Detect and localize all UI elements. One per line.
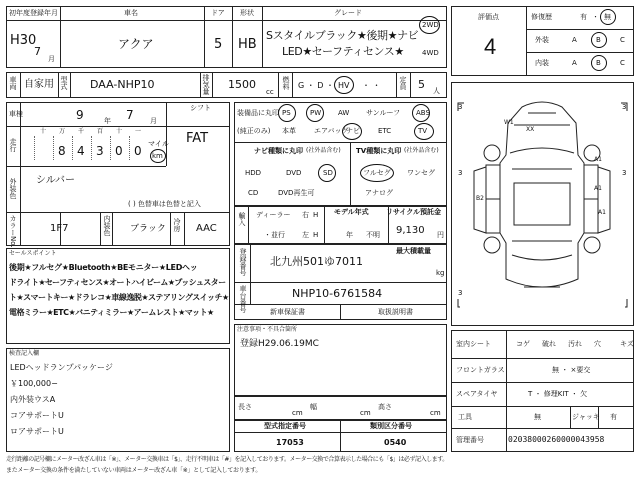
mileage-digit: 0 — [115, 144, 123, 158]
equipment-item: PS — [282, 109, 291, 117]
type-number-value: 17053 — [276, 438, 304, 447]
navi-dvd: DVD — [286, 169, 302, 177]
diagram-xx: XX — [526, 126, 535, 133]
sales-point-line2: ドライト★セーフティセンス★オートハイビーム★プッシュスター — [9, 278, 226, 287]
navi-title-sub: (社外品含む) — [306, 147, 341, 154]
grade-option: B — [596, 59, 601, 67]
interior-seat-item: 穴 — [594, 340, 601, 348]
import-right: 右 — [302, 211, 309, 219]
drive-4wd: 4WD — [422, 49, 439, 57]
loading-unit: kg — [436, 269, 445, 277]
sales-point-line4: 電格ミラー★ETC★バニティミラー★アームレスト★マット★ — [9, 308, 214, 317]
score-label: 評価点 — [478, 13, 499, 21]
grade-option: A — [572, 36, 577, 44]
mileage-digit: 4 — [77, 144, 85, 158]
inspection-year-unit: 年 — [104, 117, 111, 125]
repair-dot: ・ — [592, 13, 599, 21]
equipment-item: ABS — [416, 109, 430, 117]
interior-grade-label: 内装 — [535, 59, 549, 67]
height-unit: cm — [430, 409, 441, 417]
tv-title-sub: (社外品含む) — [404, 147, 439, 154]
admin-value: 02038000260000043958 — [508, 435, 605, 444]
inspector-label: 検査記入欄 — [9, 350, 40, 357]
class-number-label: 類別区分番号 — [370, 422, 412, 430]
chassis-value: NHP10-6761584 — [292, 287, 383, 300]
mile-label: マイル — [148, 140, 169, 148]
fuel-options: G ・ D ・ — [298, 81, 334, 90]
tv-analog: アナログ — [365, 189, 393, 197]
repair-label: 修復歴 — [531, 13, 552, 21]
interior-color-label: 内装色 — [103, 215, 111, 236]
jack-value: 有 — [610, 413, 617, 421]
exterior-color: シルバー — [36, 175, 76, 186]
length-label: 長さ — [238, 403, 252, 411]
shift-label: シフト — [190, 104, 211, 112]
inspector-note-line: 内外装ウスA — [10, 395, 56, 404]
recycle-unit: 円 — [437, 231, 444, 239]
sales-point-label: セールスポイント — [9, 250, 57, 257]
equipment-item: サンルーフ — [366, 109, 401, 117]
first-reg-year: H30 — [10, 33, 37, 48]
recycle-value: 9,130 — [396, 225, 425, 236]
class-number-value: 0540 — [384, 438, 407, 447]
usage-value: 自家用 — [24, 79, 54, 90]
import-h2: H — [313, 231, 319, 239]
displacement-label: 排気量 — [202, 74, 210, 95]
remarks-value: 登録H29.06.19MC — [240, 339, 319, 349]
cc-unit: cc — [266, 88, 274, 96]
navi-dvd-play: DVD再生可 — [278, 189, 315, 197]
registration-label: 登録番号 — [239, 248, 247, 276]
grade-line2: LED★セーフティセンス★ — [282, 45, 404, 58]
shape-label: 形状 — [240, 9, 254, 17]
equipment-item: 本革 — [282, 127, 296, 135]
repair-no: 無 — [604, 13, 611, 21]
mileage-unit-label: 十 — [116, 128, 123, 135]
first-reg-month-unit: 月 — [48, 55, 55, 63]
model-label: 型式 — [60, 76, 68, 90]
model-value: DAA-NHP10 — [90, 78, 155, 91]
navi-title: ナビ種類に丸印 — [254, 147, 303, 155]
diagram-num-3: 3 — [458, 169, 463, 177]
height-label: 高さ — [378, 403, 392, 411]
equipment-item: ETC — [378, 127, 392, 135]
grade-option: C — [620, 59, 625, 67]
front-glass-label: フロントガラス — [456, 366, 505, 374]
remarks-label: 注意事項・不具合箇所 — [237, 326, 298, 333]
exterior-grade-label: 外装 — [535, 36, 549, 44]
displacement-value: 1500 — [228, 78, 256, 91]
mileage-cell-divider — [72, 136, 73, 160]
navi-cd: CD — [248, 189, 259, 197]
inspector-note-line: ￥100,000− — [10, 379, 58, 388]
chassis-label: 車台番号 — [239, 285, 247, 313]
equipment-item: PW — [310, 109, 322, 117]
mileage-cell-divider — [91, 136, 92, 160]
model-year-unknown: 不明 — [366, 231, 380, 239]
color-code: 1F7 — [50, 223, 69, 234]
shift-value: FAT — [186, 131, 209, 146]
capacity-label: 定員 — [399, 76, 407, 90]
capacity-unit: 人 — [433, 87, 440, 95]
diagram-num-1: 3 — [458, 103, 463, 111]
diagram-num-5: 3 — [458, 289, 463, 297]
interior-seat-item: キズ — [620, 340, 634, 348]
interior-seat-label: 室内シート — [456, 340, 491, 348]
interior-seat-item: 破れ — [542, 340, 556, 348]
mileage-digit: 3 — [96, 144, 104, 158]
equipment-title: 装備品に丸印 — [237, 109, 279, 117]
diagram-a1-c: A1 — [598, 209, 606, 216]
equipment-item: AW — [338, 109, 350, 117]
equipment-item: TV — [418, 127, 428, 135]
width-unit: cm — [360, 409, 371, 417]
mileage-cell-divider — [34, 136, 35, 160]
length-unit: cm — [292, 409, 303, 417]
doors-value: 5 — [214, 37, 223, 52]
mileage-unit-label: 千 — [78, 128, 85, 135]
import-dealer: ディーラー — [256, 211, 291, 219]
inspector-note-line: ロアサポートU — [10, 427, 64, 436]
inspector-note-line: コアサポートU — [10, 411, 64, 420]
fuel-label: 燃料 — [282, 76, 290, 90]
sales-point-line3: ト★スマートキー★ドラレコ★車線逸脱★ステアリングスイッチ★ — [9, 293, 229, 302]
mileage-unit-label: 十 — [40, 128, 47, 135]
inspection-month-unit: 月 — [150, 117, 157, 125]
mileage-label: 走行 — [9, 138, 17, 152]
registration-value: 北九州501ゆ7011 — [270, 255, 363, 268]
loading-label: 最大積載量 — [396, 247, 431, 255]
jack-label: ジャッキ — [572, 413, 600, 421]
capacity-value: 5 — [418, 78, 425, 91]
tv-oneseg: ワンセグ — [407, 169, 435, 177]
color-code-label: カラーNo. — [9, 215, 17, 248]
equipment-item: エアバッグ — [314, 127, 349, 135]
new-car-warranty: 新車保証書 — [270, 308, 305, 316]
mileage-cell-divider — [129, 136, 130, 160]
import-label: 輸入 — [238, 212, 246, 226]
manual: 取扱説明書 — [378, 308, 413, 316]
doors-label: ドア — [211, 9, 225, 17]
remarks-block — [234, 324, 447, 396]
grade-line1: Sスタイルブラック★後期★ナビ — [266, 29, 419, 42]
admin-label: 管理番号 — [456, 436, 484, 444]
import-h: H — [313, 211, 319, 219]
navi-sd: SD — [323, 169, 333, 177]
dimensions-block — [234, 396, 447, 420]
model-year-unit: 年 — [346, 231, 353, 239]
fuel-hv: HV — [338, 81, 350, 90]
color-note: ( ) 色替車は色替と記入 — [128, 200, 201, 208]
drive-2wd: 2WD — [422, 21, 439, 29]
usage-label: 車両 — [9, 76, 17, 90]
grade-option: C — [620, 36, 625, 44]
car-diagram-block — [451, 82, 634, 326]
diagram-w1: W1 — [504, 119, 514, 126]
grade-option: A — [572, 59, 577, 67]
equipment-item: ナビ — [346, 127, 360, 135]
spare-tire-label: スペアタイヤ — [456, 390, 498, 398]
type-number-label: 型式指定番号 — [264, 422, 306, 430]
mileage-digit: 8 — [58, 144, 66, 158]
equipment-subtitle: (純正のみ) — [237, 127, 271, 135]
inspection-label: 車検 — [9, 110, 23, 118]
grade-label: グレード — [334, 9, 362, 17]
footer-line1: 走行距離の記号欄にメーター改ざん車は「※」、メーター交換車は「$」、走行不明車は「#」を記入しております。メーター交換で合算表示した場合にも「$」は必ず記入します。 — [6, 456, 448, 463]
car-diagram — [452, 83, 633, 325]
interior-color: ブラック — [130, 224, 166, 234]
ac-label: 冷房 — [173, 218, 181, 232]
footer-line2: またメーター交換の条件を満たしていない車両はメーター改ざん車「※」として記入しております。 — [6, 467, 262, 474]
fuel-rest: ・ ・ — [362, 81, 381, 90]
ac-value: AAC — [196, 223, 217, 234]
grade-option: B — [596, 36, 601, 44]
tv-fullseg: フルセグ — [363, 169, 391, 177]
diagram-num-4: 3 — [622, 169, 627, 177]
diagram-a1-a: A1 — [594, 156, 602, 163]
mileage-unit-label: 万 — [59, 128, 66, 135]
diagram-a1-b: A1 — [594, 185, 602, 192]
first-reg-month: 7 — [34, 45, 41, 58]
car-name-label: 車名 — [124, 9, 138, 17]
car-name: アクア — [118, 37, 154, 51]
tools-label: 工具 — [458, 413, 472, 421]
spare-tire-value: T ・ 修理KIT ・ 欠 — [528, 390, 588, 398]
first-reg-label: 初年度登録年月 — [9, 9, 58, 17]
mileage-cell-divider — [53, 136, 54, 160]
width-label: 幅 — [310, 403, 317, 411]
front-glass-value: 無 ・ ×要交 — [552, 366, 591, 374]
inspection-year: 9 — [76, 108, 84, 122]
shape-value: HB — [238, 37, 257, 52]
mileage-digit: 0 — [134, 144, 142, 158]
recycle-label: リサイクル預託金 — [386, 208, 442, 216]
exterior-color-label: 外装色 — [9, 178, 17, 199]
navi-hdd: HDD — [245, 169, 262, 177]
tv-title: TV種類に丸印 — [356, 147, 402, 155]
import-parallel: ・並行 — [264, 231, 285, 239]
mileage-cell-divider — [110, 136, 111, 160]
inspector-note-line: LEDヘッドランプパッケージ — [10, 363, 113, 372]
spec-row — [6, 72, 447, 98]
mileage-unit-label: 一 — [135, 128, 142, 135]
interior-seat-item: コゲ — [516, 340, 530, 348]
tools-value: 無 — [534, 413, 541, 421]
import-left: 左 — [302, 231, 309, 239]
sales-point-line1: 後期★フルセグ★Bluetooth★BEモニター★LEDヘッ — [9, 263, 198, 272]
diagram-num-2: 3 — [622, 103, 627, 111]
inspection-month: 7 — [126, 108, 134, 122]
model-year-label: モデル年式 — [334, 208, 369, 216]
mileage-unit-label: 百 — [97, 128, 104, 135]
repair-yes: 有 — [580, 13, 587, 21]
diagram-b2: B2 — [476, 195, 484, 202]
score-value: 4 — [484, 34, 497, 59]
km-label: km — [152, 152, 163, 160]
interior-seat-item: 汚れ — [568, 340, 582, 348]
